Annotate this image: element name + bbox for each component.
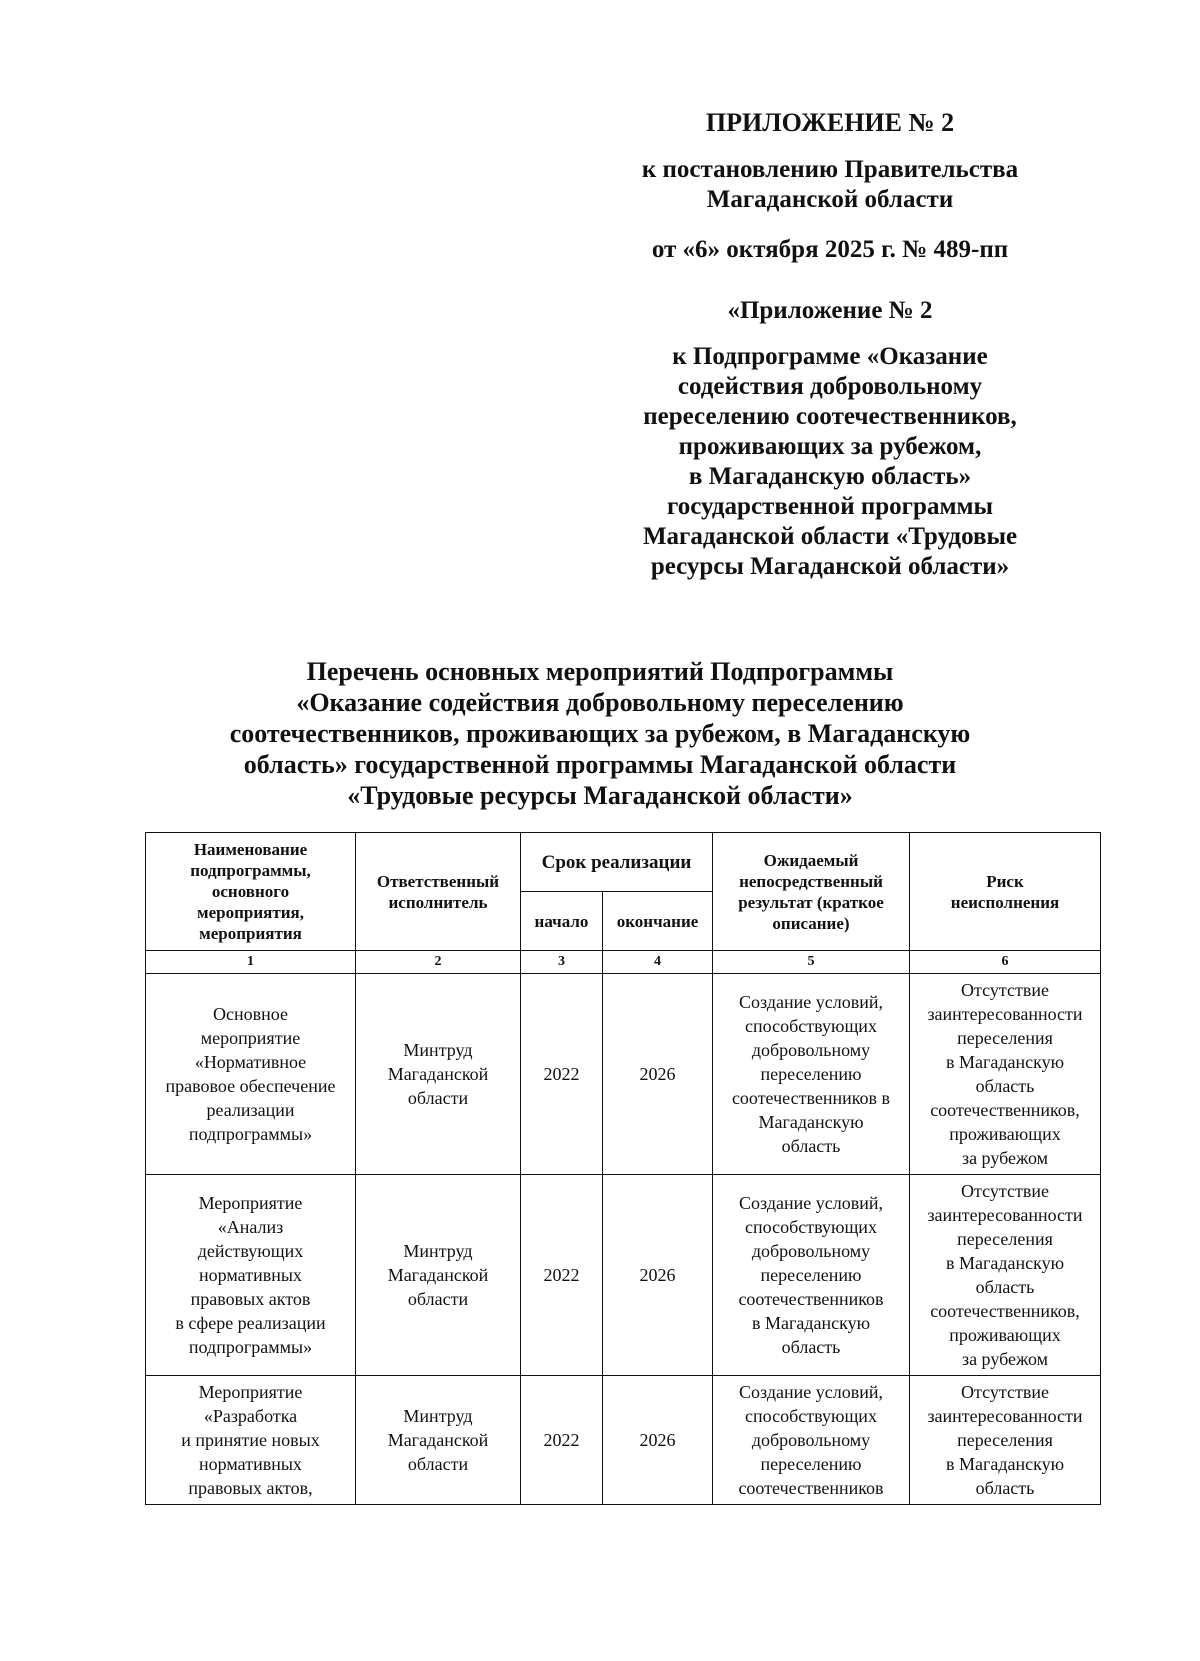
expected-result: Создание условий, способствующих добровольному переселению соотечественников в Магаданскую область: [713, 1175, 910, 1376]
sub-line: к Подпрограмме «Оказание: [672, 343, 988, 370]
sub-line: Магаданской области «Трудовые: [642, 523, 1018, 550]
start-year: 2022: [521, 1376, 603, 1505]
expected-result: Создание условий, способствующих добровольному переселению соотечественников: [713, 1376, 910, 1505]
measure-name: Мероприятие «Анализ действующих нормативных правовых актов в сфере реализации подпрограммы»: [146, 1175, 356, 1376]
header-period: Срок реализации: [521, 833, 713, 892]
end-year: 2026: [603, 974, 713, 1175]
header-row: [146, 833, 1101, 892]
header-risk: Риск неисполнения: [910, 833, 1101, 951]
table-row: [146, 1175, 1101, 1376]
executor: Минтруд Магаданской области: [356, 1376, 521, 1505]
expected-result: Создание условий, способствующих добровольному переселению соотечественников в Магаданскую область: [713, 974, 910, 1175]
sub-line: в Магаданскую область»: [688, 463, 972, 490]
document-title: [140, 656, 1060, 811]
decree-line: Магаданской области: [706, 186, 954, 213]
decree-date: от «6» октября 2025 г. № 489-пп: [651, 236, 1009, 263]
column-number: 6: [910, 951, 1101, 974]
title-line: область» государственной программы Магаданской области: [243, 750, 957, 779]
title-line: «Оказание содействия добровольному переселению: [296, 688, 904, 717]
sub-line: переселению соотечественников,: [643, 403, 1017, 430]
header-end: окончание: [603, 892, 713, 951]
column-number: 4: [603, 951, 713, 974]
sub-line: государственной программы: [666, 493, 994, 520]
risk: Отсутствие заинтересованности переселения в Магаданскую область: [910, 1376, 1101, 1505]
start-year: 2022: [521, 974, 603, 1175]
column-number: 1: [146, 951, 356, 974]
measure-name: Мероприятие «Разработка и принятие новых нормативных правовых актов,: [146, 1376, 356, 1505]
start-year: 2022: [521, 1175, 603, 1376]
column-number: 5: [713, 951, 910, 974]
sub-line: содействия добровольному: [677, 373, 983, 400]
column-number: 2: [356, 951, 521, 974]
column-number: 3: [521, 951, 603, 974]
sub-line: ресурсы Магаданской области»: [650, 553, 1010, 580]
executor: Минтруд Магаданской области: [356, 1175, 521, 1376]
table-row: [146, 974, 1101, 1175]
header-start: начало: [521, 892, 603, 951]
sub-line: проживающих за рубежом,: [678, 433, 982, 460]
end-year: 2026: [603, 1376, 713, 1505]
decree-reference: [600, 155, 1060, 215]
title-line: «Трудовые ресурсы Магаданской области»: [347, 781, 853, 810]
sub-appendix-title: «Приложение № 2: [727, 297, 933, 324]
header-result: Ожидаемый непосредственный результат (краткое описание): [713, 833, 910, 951]
header-executor: Ответственный исполнитель: [356, 833, 521, 951]
measures-table: [145, 832, 1101, 1505]
measure-name: Основное мероприятие «Нормативное правовое обеспечение реализации подпрограммы»: [146, 974, 356, 1175]
executor: Минтруд Магаданской области: [356, 974, 521, 1175]
title-line: Перечень основных мероприятий Подпрограммы: [306, 657, 894, 686]
end-year: 2026: [603, 1175, 713, 1376]
sub-appendix-description: [600, 342, 1060, 582]
header-name: Наименование подпрограммы, основного мероприятия, мероприятия: [146, 833, 356, 951]
decree-line: к постановлению Правительства: [641, 156, 1019, 183]
risk: Отсутствие заинтересованности переселения в Магаданскую область соотечественников, проживающих за рубежом: [910, 1175, 1101, 1376]
risk: Отсутствие заинтересованности переселения в Магаданскую область соотечественников, проживающих за рубежом: [910, 974, 1101, 1175]
appendix-title: ПРИЛОЖЕНИЕ № 2: [705, 108, 955, 137]
title-line: соотечественников, проживающих за рубежом, в Магаданскую: [229, 719, 971, 748]
column-numbers-row: [146, 951, 1101, 974]
table-row: [146, 1376, 1101, 1505]
